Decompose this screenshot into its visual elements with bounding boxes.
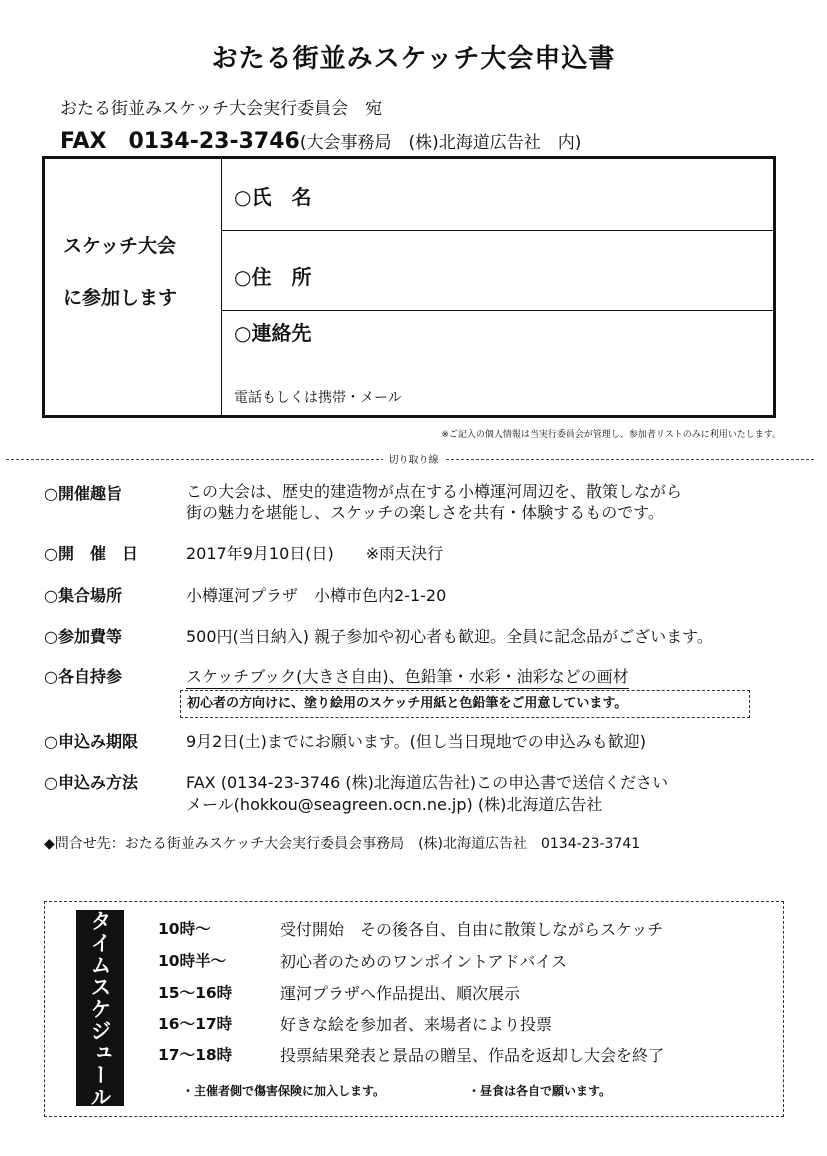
schedule-time: 17～18時 xyxy=(158,1046,233,1064)
address-field[interactable] xyxy=(222,231,776,311)
place-value: 小樽運河プラザ 小樽市色内2-1-20 xyxy=(186,586,447,605)
contact-hint: 電話もしくは携帯・メール xyxy=(234,390,402,406)
form-left-line1: スケッチ大会 xyxy=(63,235,177,257)
method-line1: FAX (0134-23-3746 (株)北海道広告社)この申込書で送信ください xyxy=(186,773,669,792)
fee-value: 500円(当日納入) 親子参加や初心者も歓迎。全員に記念品がございます。 xyxy=(186,627,713,646)
fee-label: ○参加費等 xyxy=(44,627,122,646)
schedule-desc: 受付開始 その後各自、自由に散策しながらスケッチ xyxy=(280,920,664,939)
date-value: 2017年9月10日(日) ※雨天決行 xyxy=(186,544,444,563)
schedule-desc: 好きな絵を参加者、来場者により投票 xyxy=(280,1015,553,1034)
deadline-label: ○申込み期限 xyxy=(44,732,138,751)
bring-value-text: スケッチブック(大きさ自由)、色鉛筆・水彩・油彩などの画材 xyxy=(186,667,629,689)
schedule-note-lunch: ・昼食は各自で願います。 xyxy=(468,1084,612,1098)
date-label: ○開 催 日 xyxy=(44,544,138,563)
schedule-time: 10時～ xyxy=(158,920,211,938)
purpose-label: ○開催趣旨 xyxy=(44,484,122,503)
name-field[interactable] xyxy=(222,159,776,231)
cut-label-wrap xyxy=(0,451,827,466)
schedule-desc: 投票結果発表と景品の贈呈、作品を返却し大会を終了 xyxy=(280,1046,665,1065)
fax-line xyxy=(60,124,581,155)
method-label: ○申込み方法 xyxy=(44,773,138,792)
deadline-value: 9月2日(土)までにお願います。(但し当日現地での申込みも歓迎) xyxy=(186,732,647,751)
contact-info: ◆問合せ先：おたる街並みスケッチ大会実行委員会事務局 (株)北海道広告社 0134-23-3741 xyxy=(44,836,641,852)
name-label: ○氏 名 xyxy=(234,185,312,209)
bring-value xyxy=(186,664,629,687)
page-title: おたる街並みスケッチ大会申込書 xyxy=(211,44,616,74)
schedule-time: 10時半～ xyxy=(158,952,227,970)
bring-label: ○各自持参 xyxy=(44,667,122,686)
contact-label: ○連絡先 xyxy=(234,321,312,345)
schedule-heading: タイムスケジュール xyxy=(76,910,124,1106)
schedule-desc: 運河プラザへ作品提出、順次展示 xyxy=(280,984,521,1003)
form-left-line2: に参加します xyxy=(63,287,178,309)
beginner-note: 初心者の方向けに、塗り絵用のスケッチ用紙と色鉛筆をご用意しています。 xyxy=(180,690,750,718)
fax-number: FAX 0134-23-3746 xyxy=(60,129,300,154)
application-form xyxy=(42,156,776,418)
address-label: ○住 所 xyxy=(234,265,312,289)
place-label: ○集合場所 xyxy=(44,586,122,605)
fax-office: (大会事務局 (株)北海道広告社 内) xyxy=(299,133,582,153)
privacy-note: ※ご記入の個人情報は当実行委員会が管理し、参加者リストのみに利用いたします。 xyxy=(441,430,781,440)
method-line2: メール(hokkou@seagreen.ocn.ne.jp) (株)北海道広告社 xyxy=(186,795,603,814)
purpose-line1: この大会は、歴史的建造物が点在する小樽運河周辺を、散策しながら xyxy=(186,482,683,501)
contact-field[interactable] xyxy=(222,311,776,415)
schedule-desc: 初心者のためのワンポイントアドバイス xyxy=(280,952,568,971)
schedule-time: 15～16時 xyxy=(158,984,233,1002)
purpose-line2: 街の魅力を堪能し、スケッチの楽しさを共有・体験するものです。 xyxy=(186,503,664,522)
addressee: おたる街並みスケッチ大会実行委員会 宛 xyxy=(60,99,383,119)
schedule-note-insurance: ・主催者側で傷害保険に加入します。 xyxy=(182,1084,386,1098)
form-left-cell xyxy=(45,159,222,415)
schedule-time: 16～17時 xyxy=(158,1015,233,1033)
cut-label: 切り取り線 xyxy=(383,455,445,466)
